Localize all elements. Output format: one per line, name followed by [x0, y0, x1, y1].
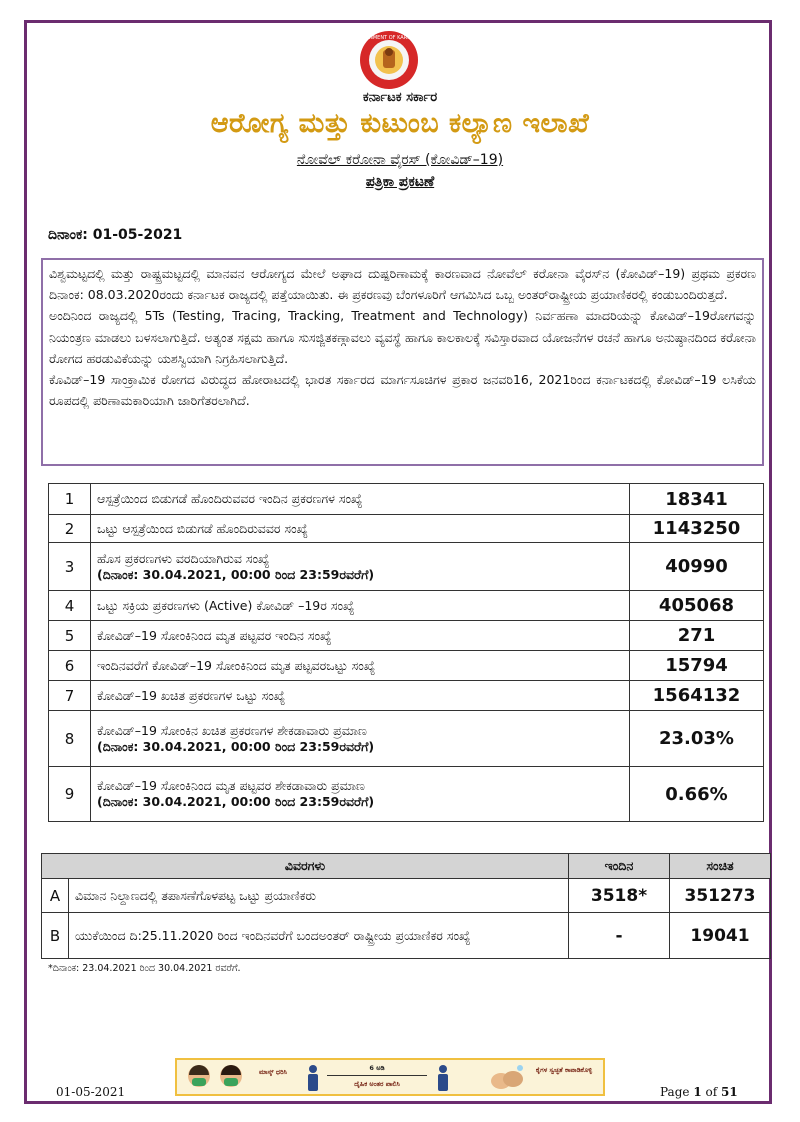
intro-paragraph-3: ಕೊವಿಡ್–19 ಸಾಂಕ್ರಾಮಿಕ ರೋಗದ ವಿರುದ್ಧದ ಹೋರಾಟದಲ್ಲಿ ಭಾರತ ಸರ್ಕಾರದ ಮಾರ್ಗಸೂಚಿಗಳ ಪ್ರಕಾರ ಜನವರಿ16, 2021ರಿಂದ ಕರ್ನಾಟಕದಲ್ಲಿ ಕೋವಿಡ್–19 ಲಸಿಕೆಯ ರೂಪದಲ್ಲಿ ಪರಿಣಾಮಕಾರಿಯಾಗಿ ಜಾರಿಗೆತರಲಾಗಿದೆ.	[49, 372, 756, 409]
footnote: *ದಿನಾಂಕ: 23.04.2021 ರಿಂದ 30.04.2021 ರವರೆಗೆ.	[48, 963, 241, 974]
page-current: 1	[693, 1085, 702, 1099]
row-value: 405068	[630, 591, 764, 621]
row-label: ಇಂದಿನವರೆಗೆ ಕೋವಿಡ್–19 ಸೋಂಕಿನಿಂದ ಮೃತ ಪಟ್ಟವರಒಟ್ಟು ಸಂಖ್ಯೆ	[91, 651, 630, 681]
mask-label: ಮಾಸ್ಕ್ ಧರಿಸಿ	[259, 1068, 287, 1076]
row-value: 40990	[630, 543, 764, 591]
row-label: ಕೋವಿಡ್–19 ಸೋಂಕಿನ ಖಚಿತ ಪ್ರಕರಣಗಳ ಶೇಕಡಾವಾರು ಪ್ರಮಾಣ	[97, 722, 367, 738]
bulletin-date: ದಿನಾಂಕ: 01-05-2021	[48, 227, 183, 243]
karnataka-emblem-icon	[349, 30, 429, 90]
row-label: ಹೊಸ ಪ್ರಕರಣಗಳು ವರದಿಯಾಗಿರುವ ಸಂಖ್ಯೆ	[97, 550, 270, 566]
distance-arrow-line	[327, 1075, 427, 1076]
table-row	[49, 767, 764, 822]
distance-bottom-label: ದೈಹಿಕ ಅಂತರ ಪಾಲಿಸಿ	[354, 1080, 400, 1088]
row-label: ಕೋವಿಡ್–19 ಸೋಂಕಿನಿಂದ ಮೃತ ಪಟ್ಟವರ ಇಂದಿನ ಸಂಖ್ಯೆ	[91, 621, 630, 651]
header-details: ವಿವರಗಳು	[42, 854, 569, 879]
row-value: 271	[630, 621, 764, 651]
row-label-cell	[91, 711, 630, 767]
stats-table	[48, 483, 764, 822]
row-letter: A	[42, 879, 69, 913]
travel-table	[41, 853, 771, 959]
header-today: ಇಂದಿನ	[569, 854, 670, 879]
row-label-cell	[91, 767, 630, 822]
table-row	[49, 621, 764, 651]
table-row	[49, 681, 764, 711]
row-number: 4	[49, 591, 91, 621]
row-number: 2	[49, 515, 91, 543]
row-label: ಕೋವಿಡ್–19 ಖಚಿತ ಪ್ರಕರಣಗಳ ಒಟ್ಟು ಸಂಖ್ಯೆ	[91, 681, 630, 711]
table-row	[42, 879, 771, 913]
emblem-text: GOVERNMENT OF KARNATAKA	[351, 35, 427, 41]
row-number: 8	[49, 711, 91, 767]
row-label: ಯುಕೆಯಿಂದ ದಿ:25.11.2020 ರಿಂದ ಇಂದಿನವರೆಗೆ ಬಂದಅಂತರ್ ರಾಷ್ಟ್ರೀಯ ಪ್ರಯಾಣಿಕರ ಸಂಖ್ಯೆ	[69, 913, 569, 959]
row-number: 6	[49, 651, 91, 681]
row-label: ಒಟ್ಟು ಆಸ್ಪತ್ರೆಯಿಂದ ಬಿಡುಗಡೆ ಹೊಂದಿರುವವರ ಸಂಖ್ಯೆ	[91, 515, 630, 543]
page-separator: of	[705, 1085, 718, 1099]
row-value: 18341	[630, 484, 764, 515]
table-row	[49, 484, 764, 515]
distance-top-label: 6 ಅಡಿ	[369, 1064, 385, 1072]
row-label: ಆಸ್ಪತ್ರೆಯಿಂದ ಬಿಡುಗಡೆ ಹೊಂದಿರುವವರ ಇಂದಿನ ಪ್ರಕರಣಗಳ ಸಂಖ್ಯೆ	[91, 484, 630, 515]
safety-banner	[175, 1058, 605, 1096]
row-number: 3	[49, 543, 91, 591]
intro-paragraph-1: ವಿಶ್ವಮಟ್ಟದಲ್ಲಿ ಮತ್ತು ರಾಷ್ಟ್ರಮಟ್ಟದಲ್ಲಿ ಮಾನವನ ಆರೋಗ್ಯದ ಮೇಲೆ ಅಘಾದ ದುಷ್ಪರಿಣಾಮಕ್ಕೆ ಕಾರಣವಾದ ನೋವೆಲ್ ಕರೋನಾ ವೈರಸ್‌ನ (ಕೋವಿಡ್–19) ಪ್ರಥಮ ಪ್ರಕರಣ ದಿನಾಂಕ: 08.03.2020ರಂದು ಕರ್ನಾಟಕ ರಾಜ್ಯದಲ್ಲಿ ಪತ್ತೆಯಾಯಿತು. ಈ ಪ್ರಕರಣವು ಬೆಂಗಳೂರಿಗೆ ಆಗಮಿಸಿದ ಒಬ್ಬ ಅಂತರ್‌ರಾಷ್ಟ್ರೀಯ ಪ್ರಯಾಣಿಕರಲ್ಲಿ ಕಂಡುಬಂದಿರುತ್ತದೆ.	[49, 266, 756, 303]
document-type: ಪತ್ರಿಕಾ ಪ್ರಕಟಣೆ	[365, 174, 435, 190]
header-cumulative: ಸಂಚಿತ	[670, 854, 771, 879]
footer-date: 01-05-2021	[56, 1085, 126, 1099]
table-row	[49, 515, 764, 543]
row-value: 15794	[630, 651, 764, 681]
department-title: ಆರೋಗ್ಯ ಮತ್ತು ಕುಟುಂಬ ಕಲ್ಯಾಣ ಇಲಾಖೆ	[210, 108, 590, 139]
row-cumulative: 19041	[670, 913, 771, 959]
table-row	[49, 711, 764, 767]
row-sublabel: (ದಿನಾಂಕ: 30.04.2021, 00:00 ರಿಂದ 23:59ರವರೆಗೆ)	[97, 566, 375, 582]
row-label-cell	[91, 543, 630, 591]
government-name: ಕರ್ನಾಟಕ ಸರ್ಕಾರ	[362, 90, 438, 105]
row-sublabel: (ದಿನಾಂಕ: 30.04.2021, 00:00 ರಿಂದ 23:59ರವರೆಗೆ)	[97, 794, 375, 809]
page-total: 51	[721, 1085, 738, 1099]
row-today: 3518*	[569, 879, 670, 913]
subtitle: ನೋವೆಲ್ ಕರೋನಾ ವೈರಸ್ (ಕೋವಿಡ್–19)	[296, 152, 504, 168]
row-label: ಕೋವಿಡ್–19 ಸೋಂಕಿನಿಂದ ಮೃತ ಪಟ್ಟವರ ಶೇಕಡಾವಾರು ಪ್ರಮಾಣ	[97, 778, 365, 793]
row-number: 9	[49, 767, 91, 822]
row-label: ಒಟ್ಟು ಸಕ್ರಿಯ ಪ್ರಕರಣಗಳು (Active) ಕೋವಿಡ್ –19ರ ಸಂಖ್ಯೆ	[91, 591, 630, 621]
table-row	[49, 591, 764, 621]
hand-wash-icon	[487, 1063, 527, 1093]
intro-paragraph-2: ಅಂದಿನಿಂದ ರಾಜ್ಯದಲ್ಲಿ 5Ts (Testing, Tracing, Tracking, Treatment and Technology) ನಿರ್ವಹಣಾ ಮಾದರಿಯನ್ನು ಕೋವಿಡ್–19ರೋಗವನ್ನು ನಿಯಂತ್ರಣ ಮಾಡಲು ಬಳಸಲಾಗುತ್ತಿದೆ. ಅತ್ಯಂತ ಸಕ್ಷಮ ಹಾಗೂ ಸುಸಜ್ಜಿತಕಣ್ಗಾವಲು ವ್ಯವಸ್ಥೆ ಹಾಗೂ ಕಾಲಕಾಲಕ್ಕೆ ಸವಿಸ್ತಾರವಾದ ಯೋಜನೆಗಳ ರಚನೆ ಹಾಗೂ ಅನುಷ್ಠಾನದಿಂದ ಕರೋನಾ ರೋಗದ ಹರಡುವಿಕೆಯನ್ನು ಯಶಸ್ವಿಯಾಗಿ ನಿಗ್ರಹಿಸಲಾಗುತ್ತಿದೆ.	[49, 308, 756, 366]
row-number: 1	[49, 484, 91, 515]
row-number: 5	[49, 621, 91, 651]
intro-box	[41, 258, 764, 466]
row-label: ವಿಮಾನ ನಿಲ್ದಾಣದಲ್ಲಿ ತಪಾಸಣೆಗೊಳಪಟ್ಟ ಒಟ್ಟು ಪ್ರಯಾಣಿಕರು	[69, 879, 569, 913]
page-number	[660, 1085, 738, 1099]
page-prefix: Page	[660, 1085, 690, 1099]
row-value: 1564132	[630, 681, 764, 711]
table-row	[49, 651, 764, 681]
row-value: 23.03%	[630, 711, 764, 767]
row-number: 7	[49, 681, 91, 711]
table-row	[49, 543, 764, 591]
row-sublabel: (ದಿನಾಂಕ: 30.04.2021, 00:00 ರಿಂದ 23:59ರವರೆಗೆ)	[97, 738, 375, 754]
hands-label: ಕೈಗಳ ಸ್ವಚ್ಛತೆ ಕಾಪಾಡಿಕೊಳ್ಳಿ	[535, 1066, 593, 1074]
person-icon	[433, 1064, 453, 1092]
row-value: 1143250	[630, 515, 764, 543]
table-row	[42, 913, 771, 959]
row-today: -	[569, 913, 670, 959]
person-icon	[303, 1064, 323, 1092]
mask-people-icon	[183, 1063, 251, 1093]
row-cumulative: 351273	[670, 879, 771, 913]
row-value: 0.66%	[630, 767, 764, 822]
table-header-row	[42, 854, 771, 879]
row-letter: B	[42, 913, 69, 959]
